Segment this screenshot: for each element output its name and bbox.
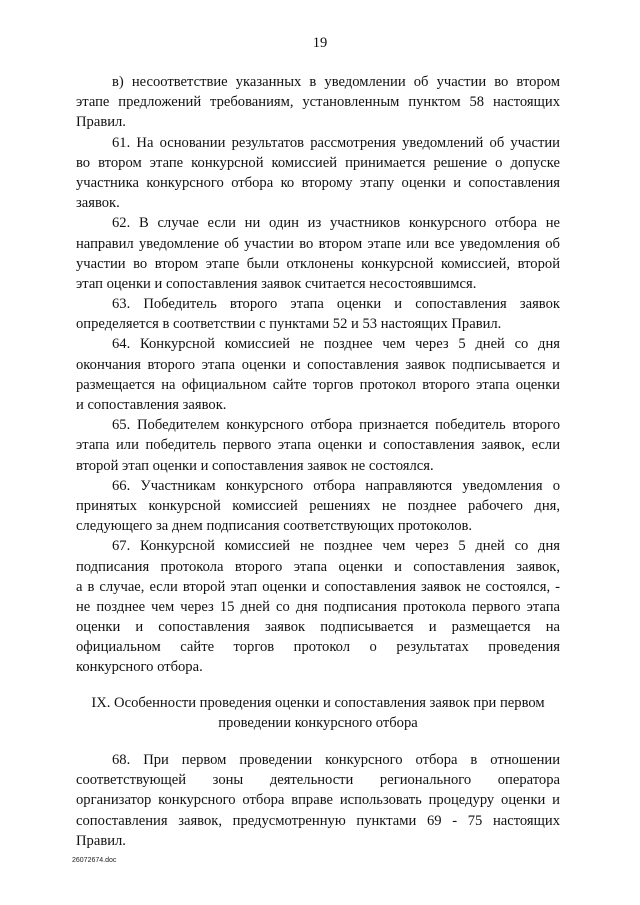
document-body [76, 72, 560, 851]
paragraph-line: этапа или победитель первого этапа оценки и сопоставления заявок, если [76, 437, 560, 454]
paragraph-line: соответствующей зоны деятельности регионального оператора [76, 772, 560, 789]
paragraph-line: конкурсного отбора. [76, 659, 203, 676]
paragraph-line: участника конкурсного отбора ко второму этапу оценки и сопоставления [76, 174, 560, 191]
paragraph-line: второй этап оценки и сопоставления заявок не состоялся. [76, 457, 434, 474]
paragraph [76, 213, 560, 294]
paragraph-line: окончания второго этапа оценки и сопоставления заявок подписывается и [76, 356, 560, 373]
paragraph-line: этап оценки и сопоставления заявок считается несостоявшимся. [76, 275, 477, 292]
paragraph-line: следующего за днем подписания соответствующих протоколов. [76, 518, 473, 535]
paragraph-line: принятых конкурсной комиссией решениях не позднее рабочего дня, [76, 497, 560, 514]
paragraph-line: и сопоставления заявок. [76, 397, 227, 413]
paragraph-line: 66. Участникам конкурсного отбора направляются уведомления о [112, 477, 560, 494]
paragraph-line: Правил. [76, 114, 126, 131]
paragraph [76, 294, 560, 334]
section-heading-line: IX. Особенности проведения оценки и сопоставления заявок при первом [91, 694, 545, 711]
paragraph-line: направил уведомление об участии во втором этапе или все уведомления об [76, 235, 560, 252]
paragraph-line: размещается на официальном сайте торгов протокол второго этапа оценки [76, 376, 560, 393]
paragraph-line: Правил. [76, 832, 126, 849]
paragraph-line: 62. В случае если ни один из участников конкурсного отбора не [112, 215, 560, 232]
paragraph [76, 476, 560, 537]
paragraph-line: 67. Конкурсной комиссией не позднее чем через 5 дней со дня [112, 538, 560, 555]
paragraph-line: 68. При первом проведении конкурсного отбора в отношении [112, 752, 560, 768]
paragraph-line: этапе предложений требованиям, установленным пунктом 58 настоящих [76, 94, 560, 111]
paragraph-line: не позднее чем через 15 дней со дня подписания протокола первого этапа [76, 598, 560, 615]
paragraphs-before [76, 72, 560, 678]
paragraph [76, 750, 560, 851]
section-heading [76, 693, 560, 733]
paragraph-line: 61. На основании результатов рассмотрения уведомлений об участии [112, 134, 560, 151]
paragraph [76, 415, 560, 476]
page-number: 19 [312, 35, 328, 51]
paragraph-line: определяется в соответствии с пунктами 52 и 53 настоящих Правил. [76, 316, 502, 333]
footer-filename: 26072674.doc [72, 857, 117, 864]
paragraph-line: а в случае, если второй этап оценки и сопоставления заявок не состоялся, - [76, 578, 560, 595]
paragraph-line: оценки и сопоставления заявок подписывается и размещается на [76, 619, 560, 636]
paragraph-line: подписания протокола второго этапа оценки и сопоставления заявок, [76, 558, 560, 575]
paragraphs-after [76, 750, 560, 851]
paragraph-line: 63. Победитель второго этапа оценки и сопоставления заявок [112, 296, 560, 313]
paragraph-line: участии во втором этапе были отклонены конкурсной комиссией, второй [76, 255, 560, 272]
paragraph [76, 334, 560, 415]
paragraph [76, 536, 560, 677]
paragraph-line: организатор конкурсного отбора вправе использовать процедуру оценки и [76, 792, 560, 809]
paragraph-line: сопоставления заявок, предусмотренную пунктами 69 - 75 настоящих [76, 812, 560, 829]
paragraph-line: заявок. [76, 195, 120, 212]
section-heading-line: проведении конкурсного отбора [218, 714, 418, 731]
paragraph-line: официальном сайте торгов протокол о результатах проведения [76, 639, 560, 656]
paragraph-line: 65. Победителем конкурсного отбора признается победитель второго [112, 417, 560, 434]
paragraph-line: 64. Конкурсной комиссией не позднее чем через 5 дней со дня [112, 336, 560, 353]
paragraph [76, 133, 560, 214]
paragraph-line: во втором этапе конкурсной комиссией принимается решение о допуске [76, 154, 560, 171]
paragraph [76, 72, 560, 133]
paragraph-line: в) несоответствие указанных в уведомлении об участии во втором [112, 74, 560, 90]
